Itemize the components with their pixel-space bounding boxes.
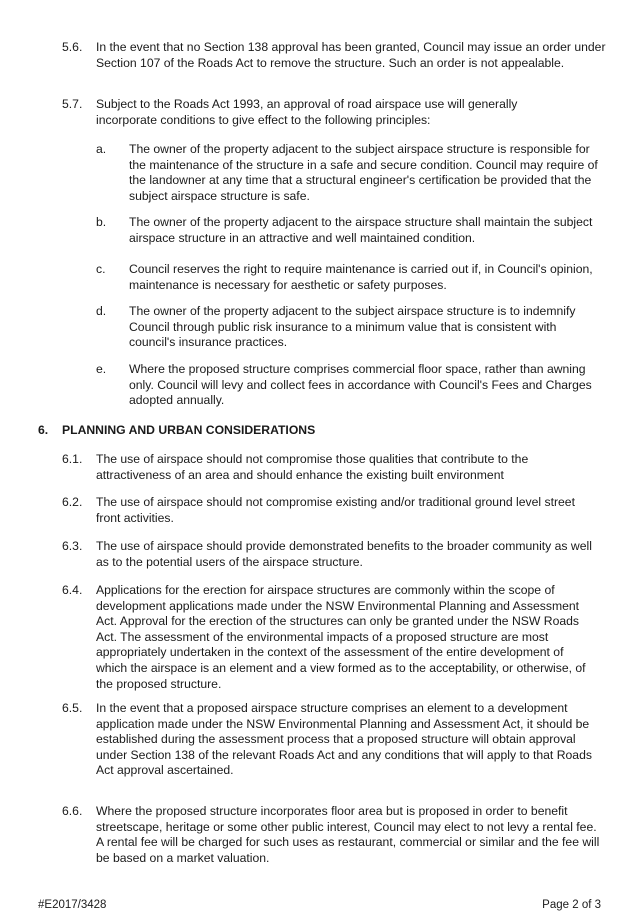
- subitem-letter: b.: [96, 215, 107, 229]
- paragraph-6-2: The use of airspace should not compromise existing and/or traditional ground level street front activities.: [96, 495, 575, 525]
- item-number: 6.5.: [62, 701, 83, 715]
- subitem-c: Council reserves the right to require maintenance is carried out if, in Council's opinion, maintenance is necessary for aesthetic or safety purposes.: [129, 262, 593, 292]
- subitem-letter: d.: [96, 304, 107, 318]
- paragraph-5-6: In the event that no Section 138 approval has been granted, Council may issue an order under Section 107 of the Roads Act to remove the structure. Such an order is not appealable.: [96, 40, 606, 70]
- paragraph-6-4: Applications for the erection for airspace structures are commonly within the scope of development applications made under the NSW Environmental Planning and Assessment Act. Approval for the erection of the structures can only be granted under the NSW Roads Act. The assessment of the environmental impacts of a proposed structure are most appropriately undertaken in the context of the assessment of the entire development of which the airspace is an element and a view formed as to the acceptability, or otherwise, of the proposed structure.: [96, 583, 586, 691]
- paragraph-6-6: Where the proposed structure incorporates floor area but is proposed in order to benefit streetscape, heritage or some other public interest, Council may elect to not levy a rental fee. A rental fee will be charged for such uses as restaurant, commercial or similar and the fee will be based on a market valuation.: [96, 804, 600, 865]
- paragraph-6-1: The use of airspace should not compromise those qualities that contribute to the attractiveness of an area and should enhance the existing built environment: [96, 452, 529, 482]
- subitem-d: The owner of the property adjacent to the subject airspace structure is to indemnify Council through public risk insurance to a minimum value that is consistent with council's insurance practices.: [129, 304, 576, 350]
- item-number: 6.4.: [62, 583, 83, 597]
- item-number: 5.6.: [62, 40, 83, 54]
- subitem-e: Where the proposed structure comprises commercial floor space, rather than awning only. Council will levy and collect fees in accordance with Council's Fees and Charges adopted annually.: [129, 362, 592, 408]
- document-reference: #E2017/3428: [38, 899, 107, 911]
- subitem-letter: c.: [96, 262, 106, 276]
- subitem-a: The owner of the property adjacent to the subject airspace structure is responsible for the maintenance of the structure in a safe and secure condition. Council may require of the landowner at any time that a structural engineer's certification be provided that the subject airspace structure is safe.: [129, 142, 598, 203]
- paragraph-6-3: The use of airspace should provide demonstrated benefits to the broader community as well as to the potential users of the airspace structure.: [96, 539, 592, 569]
- item-number: 6.1.: [62, 452, 83, 466]
- item-number: 6.6.: [62, 804, 83, 818]
- subitem-letter: e.: [96, 362, 107, 376]
- page-number: Page 2 of 3: [542, 899, 601, 911]
- subitem-letter: a.: [96, 142, 107, 156]
- paragraph-5-7: Subject to the Roads Act 1993, an approval of road airspace use will generally incorporate conditions to give effect to the following principles:: [96, 97, 518, 127]
- item-number: 6.2.: [62, 495, 83, 509]
- subitem-b: The owner of the property adjacent to the airspace structure shall maintain the subject airspace structure in an attractive and well maintained condition.: [129, 215, 593, 245]
- section-title: PLANNING AND URBAN CONSIDERATIONS: [62, 423, 316, 437]
- item-number: 5.7.: [62, 97, 83, 111]
- paragraph-6-5: In the event that a proposed airspace structure comprises an element to a development application made under the NSW Environmental Planning and Assessment Act, it should be established during the assessment process that a proposed structure will obtain approval under Section 138 of the relevant Roads Act and any conditions that will apply to that Roads Act approval ascertained.: [96, 701, 592, 778]
- section-number: 6.: [38, 423, 49, 437]
- item-number: 6.3.: [62, 539, 83, 553]
